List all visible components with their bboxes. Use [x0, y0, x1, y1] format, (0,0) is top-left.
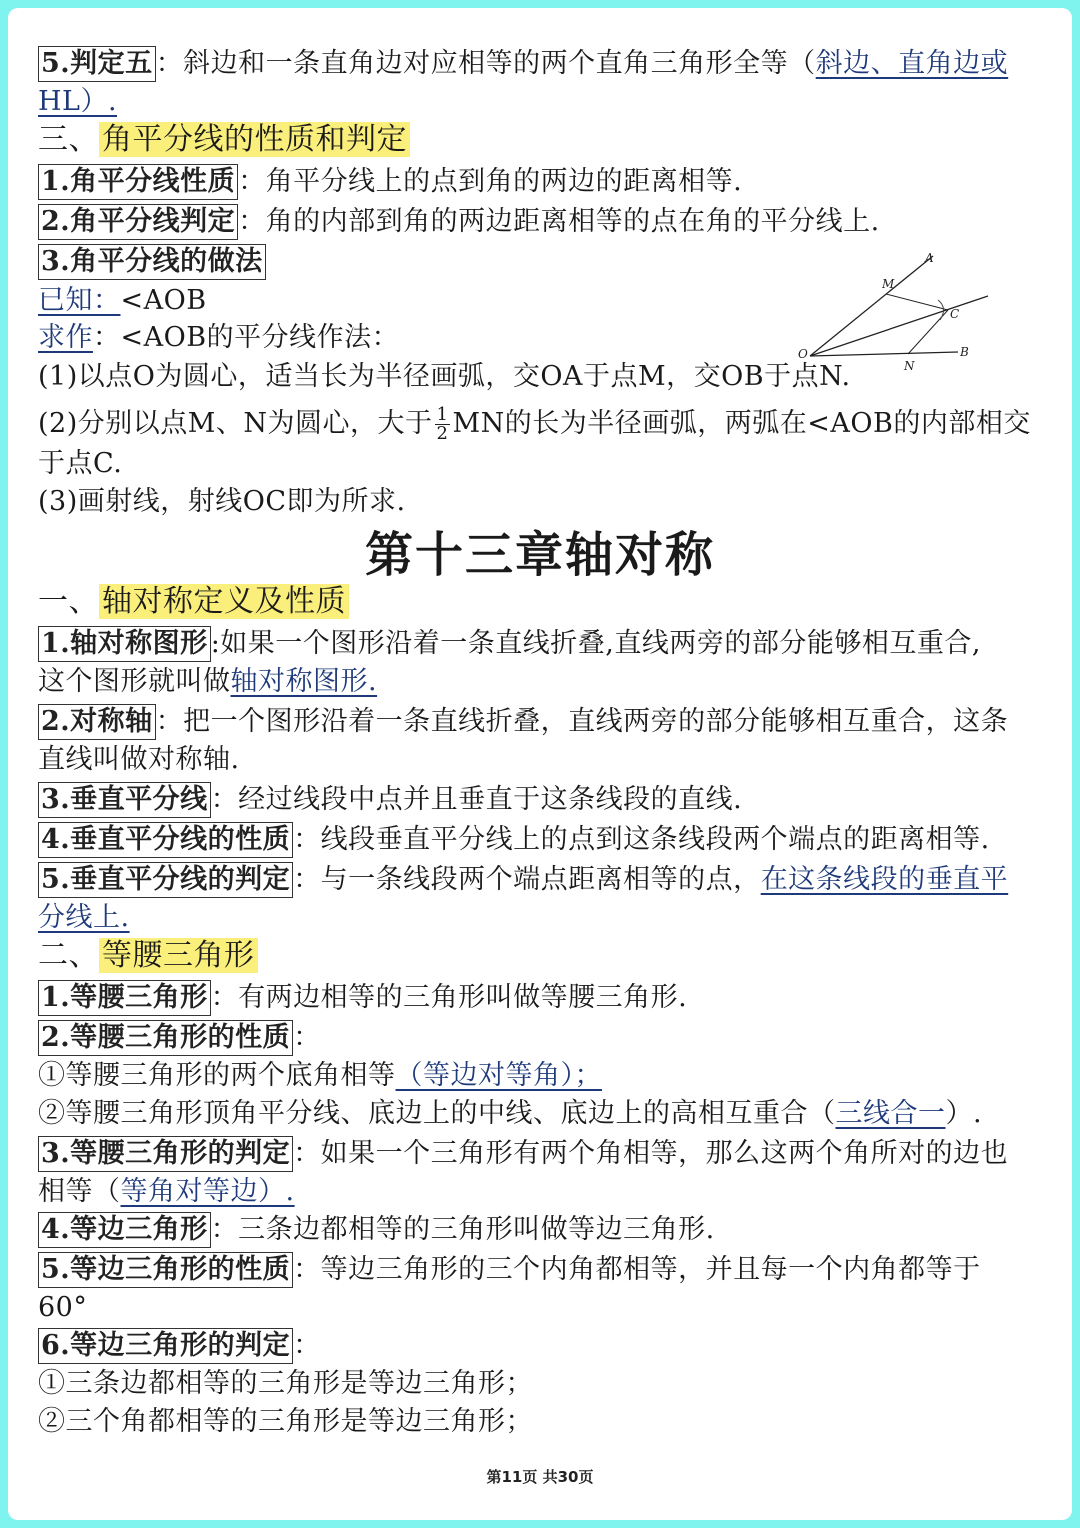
isosceles-criterion-label: 3.等腰三角形的判定 — [38, 1136, 293, 1172]
segment-mc — [886, 294, 948, 310]
criterion-5-underlined: 斜边、直角边或 — [815, 48, 1009, 79]
label-c: C — [950, 307, 960, 321]
bisector-criterion — [38, 204, 1050, 240]
isosceles-criterion — [38, 1136, 1050, 1172]
perp-bisector-property-label: 4.垂直平分线的性质 — [38, 822, 293, 858]
criterion-5-underlined-cont: HL）. — [38, 86, 118, 117]
perp-bisector-criterion-label: 5.垂直平分线的判定 — [38, 862, 293, 898]
document-page — [8, 8, 1072, 1520]
fraction-half — [435, 406, 451, 443]
fraction-denominator: 2 — [436, 423, 449, 444]
bisector-construction-label: 3.角平分线的做法 — [38, 244, 266, 280]
chapter-title: 第十三章轴对称 — [364, 527, 715, 583]
equilateral-definition-label: 4.等边三角形 — [38, 1212, 211, 1248]
isosceles-criterion-text: ：如果一个三角形有两个角相等，那么这两个角所对的边也 — [293, 1138, 1009, 1169]
label-b: B — [960, 345, 969, 359]
equilateral-definition — [38, 1212, 1050, 1248]
isosceles-property-2-end: ）. — [945, 1098, 983, 1129]
isosceles-property-text: ： — [293, 1022, 321, 1053]
equilateral-criterion-2: ②三个角都相等的三角形是等边三角形； — [38, 1406, 533, 1437]
equilateral-criterion-label: 6.等边三角形的判定 — [38, 1328, 293, 1364]
isosceles-criterion-underlined: 等角对等边）. — [120, 1176, 295, 1207]
isosceles-property-2-underlined: 三线合一 — [835, 1098, 946, 1129]
axis-of-symmetry-cont: 直线叫做对称轴. — [38, 744, 240, 775]
arc-c — [938, 300, 944, 320]
axis-of-symmetry-label: 2.对称轴 — [38, 704, 156, 740]
isosceles-property-label: 2.等腰三角形的性质 — [38, 1020, 293, 1056]
section-prefix: 一、 — [38, 584, 99, 619]
bisector-criterion-text: ：角的内部到角的两边距离相等的点在角的平分线上. — [238, 206, 880, 237]
seek-text: ：<AOB的平分线作法： — [93, 322, 400, 353]
axis-of-symmetry — [38, 704, 1050, 740]
label-n: N — [904, 359, 915, 373]
bisector-criterion-label: 2.角平分线判定 — [38, 204, 238, 240]
ray-oa — [810, 256, 933, 356]
step-2-cont: 于点C. — [38, 448, 123, 479]
symmetric-figure-cont — [38, 664, 1050, 700]
equilateral-criterion-text: ： — [293, 1330, 321, 1361]
step-2 — [38, 406, 1050, 443]
perpendicular-bisector — [38, 782, 1050, 818]
step-3: (3)画射线，射线OC即为所求. — [38, 486, 406, 517]
symmetric-figure-text-2: 这个图形就叫做 — [38, 666, 231, 697]
isosceles-property — [38, 1020, 1050, 1056]
criterion-5-text: ：斜边和一条直角边对应相等的两个直角三角形全等（ — [155, 48, 816, 79]
equilateral-property-label: 5.等边三角形的性质 — [38, 1252, 293, 1288]
symmetric-figure-underlined: 轴对称图形. — [230, 666, 378, 697]
section-prefix: 二、 — [38, 938, 99, 973]
perp-bisector-property-text: ：线段垂直平分线上的点到这条线段两个端点的距离相等. — [293, 824, 990, 855]
bisector-property — [38, 164, 1050, 200]
section-angle-bisector-heading — [38, 122, 1050, 158]
section-axis-symmetry-heading — [38, 584, 1050, 620]
label-o: O — [798, 347, 808, 361]
equilateral-criterion-1: ①三条边都相等的三角形是等边三角形； — [38, 1368, 533, 1399]
step-2-a: (2)分别以点M、N为圆心，大于 — [38, 408, 433, 439]
criterion-5-line — [38, 46, 1050, 82]
isosceles-criterion-text-2: 相等（ — [38, 1176, 121, 1207]
equilateral-property — [38, 1252, 1050, 1288]
perp-bisector-criterion-cont — [38, 900, 1050, 936]
perpendicular-bisector-text: ：经过线段中点并且垂直于这条线段的直线. — [210, 784, 743, 815]
isosceles-property-2-text: ②等腰三角形顶角平分线、底边上的中线、底边上的高相互重合（ — [38, 1098, 836, 1129]
section-title: 角平分线的性质和判定 — [99, 122, 410, 157]
perp-bisector-criterion — [38, 862, 1050, 898]
symmetric-figure — [38, 626, 1050, 662]
equilateral-property-text: ：等边三角形的三个内角都相等，并且每一个内角都等于 — [293, 1254, 981, 1285]
ray-ob — [810, 352, 958, 356]
equilateral-property-cont: 60° — [38, 1292, 88, 1323]
bisector-property-text: ：角平分线上的点到角的两边的距离相等. — [238, 166, 743, 197]
perp-bisector-property — [38, 822, 1050, 858]
isosceles-definition — [38, 980, 1050, 1016]
axis-of-symmetry-text: ：把一个图形沿着一条直线折叠，直线两旁的部分能够相互重合，这条 — [155, 706, 1009, 737]
isosceles-property-1 — [38, 1058, 1050, 1094]
perp-bisector-criterion-underlined: 在这条线段的垂直平 — [760, 864, 1009, 895]
symmetric-figure-text: :如果一个图形沿着一条直线折叠,直线两旁的部分能够相互重合, — [210, 628, 981, 659]
section-title: 等腰三角形 — [99, 938, 258, 973]
criterion-5-line-2 — [38, 84, 1050, 120]
step-1: (1)以点O为圆心，适当长为半径画弧，交OA于点M，交OB于点N. — [38, 361, 851, 392]
isosceles-definition-text: ：有两边相等的三角形叫做等腰三角形. — [210, 982, 688, 1013]
symmetric-figure-label: 1.轴对称图形 — [38, 626, 211, 662]
perpendicular-bisector-label: 3.垂直平分线 — [38, 782, 211, 818]
perp-bisector-criterion-text: ：与一条线段两个端点距离相等的点， — [293, 864, 761, 895]
perp-bisector-criterion-underlined-cont: 分线上. — [38, 902, 130, 933]
criterion-5-label: 5.判定五 — [38, 46, 156, 82]
known-label: 已知： — [38, 285, 121, 316]
section-isosceles-heading — [38, 938, 1050, 974]
angle-bisector-diagram — [788, 244, 998, 374]
isosceles-definition-label: 1.等腰三角形 — [38, 980, 211, 1016]
isosceles-property-1-underlined: （等边对等角）； — [395, 1060, 602, 1091]
known-text: <AOB — [120, 285, 207, 316]
isosceles-criterion-cont — [38, 1174, 1050, 1210]
equilateral-criterion — [38, 1328, 1050, 1364]
label-m: M — [882, 277, 895, 291]
label-a: A — [925, 251, 934, 265]
page-footer: 第11页 共30页 — [486, 1468, 594, 1486]
isosceles-property-1-text: ①等腰三角形的两个底角相等 — [38, 1060, 396, 1091]
bisector-property-label: 1.角平分线性质 — [38, 164, 238, 200]
fraction-numerator: 1 — [436, 404, 449, 425]
isosceles-property-2 — [38, 1096, 1050, 1132]
step-2-b: MN的长为半径画弧，两弧在<AOB的内部相交 — [452, 408, 1031, 439]
section-title: 轴对称定义及性质 — [99, 584, 349, 619]
section-prefix: 三、 — [38, 122, 99, 157]
equilateral-definition-text: ：三条边都相等的三角形叫做等边三角形. — [210, 1214, 715, 1245]
seek-label: 求作 — [38, 322, 93, 353]
